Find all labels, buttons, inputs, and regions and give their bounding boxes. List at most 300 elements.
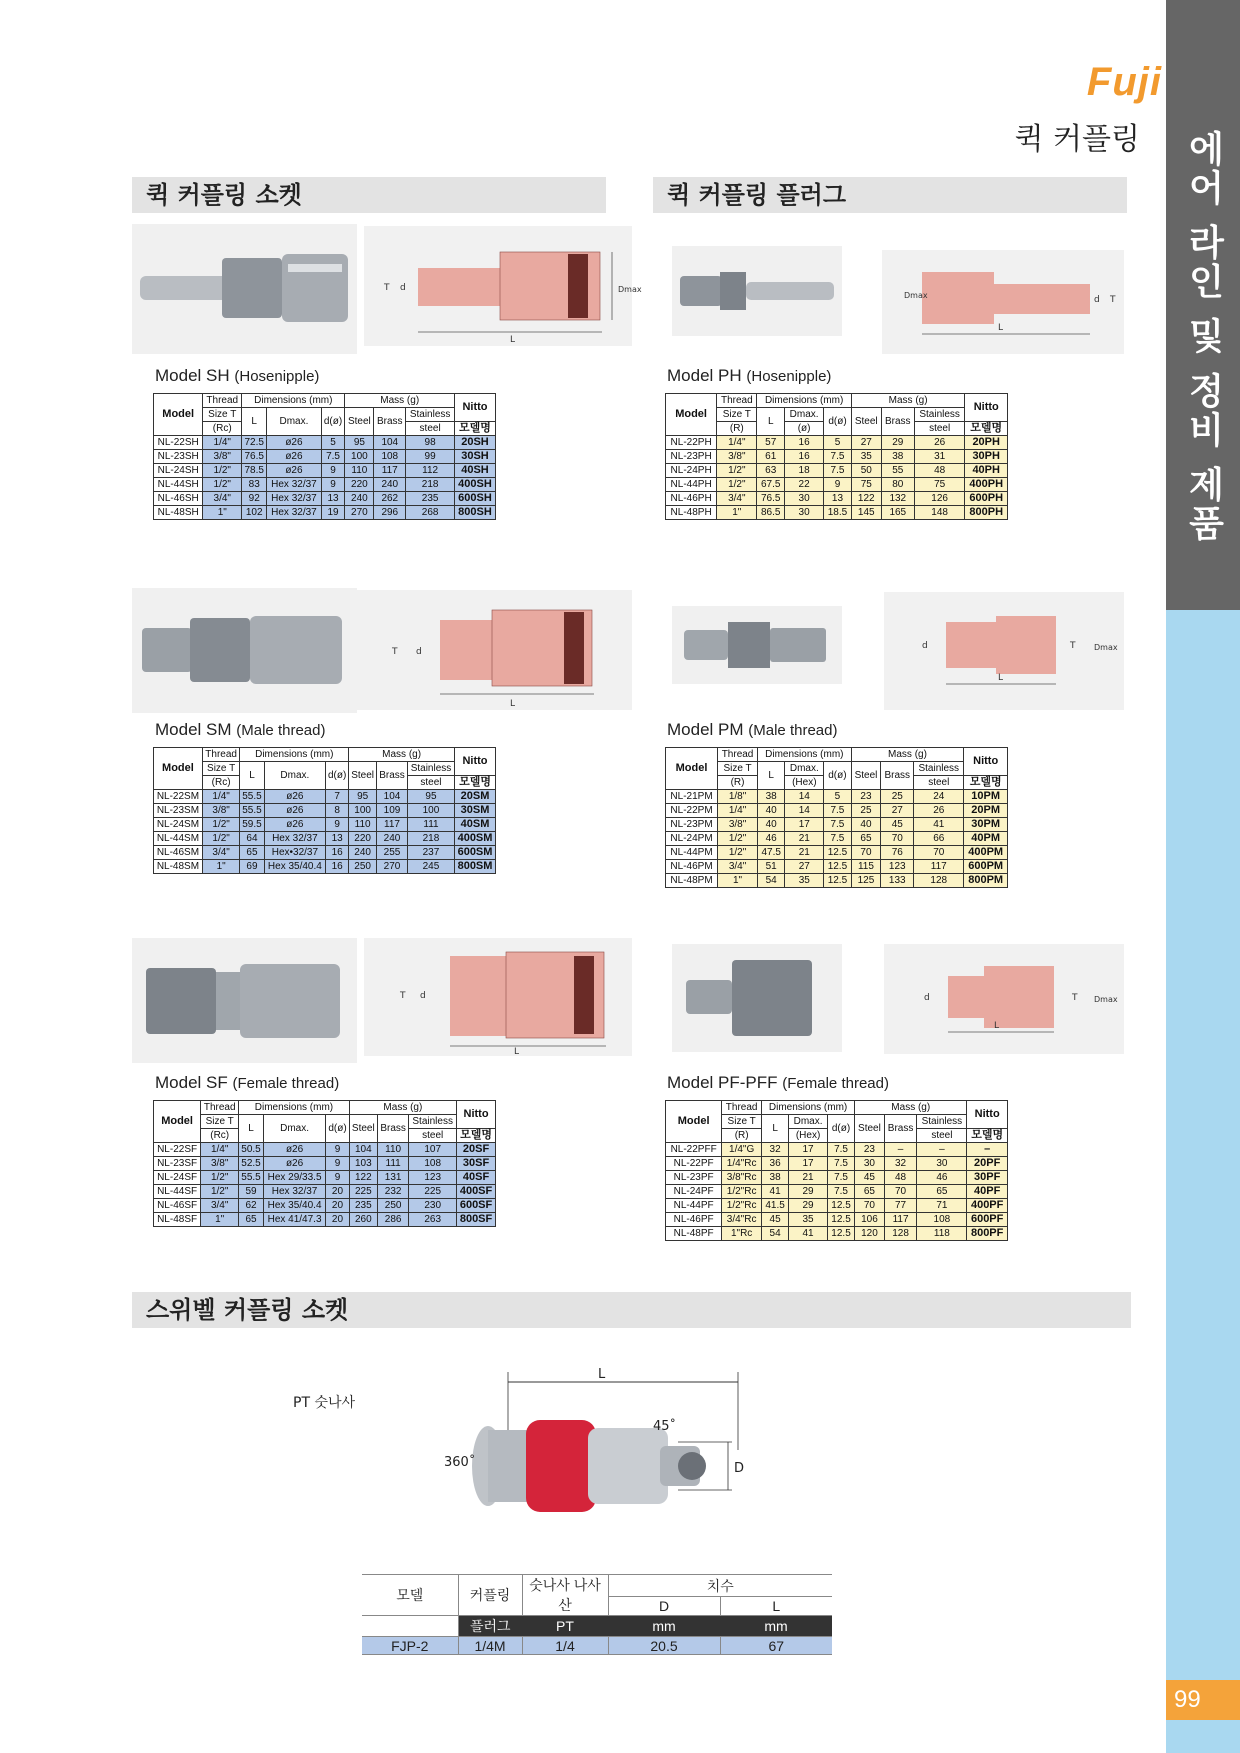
- swivel-angle: 45˚: [653, 1419, 677, 1434]
- table-row: [666, 790, 1008, 804]
- page-number: 99: [1166, 1680, 1240, 1720]
- nitto-model-cell: 600PM: [964, 860, 1008, 874]
- nitto-model-cell: –: [967, 1143, 1008, 1157]
- spec-cell: 235: [406, 492, 455, 506]
- drawing-label-dmax: Dmax: [618, 285, 642, 294]
- spec-cell: 54: [758, 874, 785, 888]
- spec-cell: 59.5: [240, 818, 264, 832]
- spec-cell: 7.5: [824, 832, 851, 846]
- svg-text:T: T: [1110, 295, 1116, 305]
- spec-cell: 70: [914, 846, 964, 860]
- product-photo-sm: [132, 588, 357, 713]
- table-row: [154, 804, 496, 818]
- nitto-model-cell: 400SF: [457, 1185, 496, 1199]
- spec-cell: 17: [789, 1143, 828, 1157]
- spec-cell: 45: [855, 1171, 885, 1185]
- spec-cell: 54: [762, 1227, 789, 1241]
- spec-cell: ø26: [264, 804, 326, 818]
- caption-pm: Model PM (Male thread): [667, 720, 838, 739]
- spec-cell: 12.5: [827, 1227, 854, 1241]
- table-row: [154, 1185, 496, 1199]
- nitto-model-cell: 400SH: [454, 478, 495, 492]
- svg-text:d: d: [924, 993, 930, 1003]
- model-cell: NL-48SH: [154, 506, 203, 520]
- spec-cell: 20: [326, 1213, 349, 1227]
- spec-cell: 123: [409, 1171, 457, 1185]
- spec-cell: ø26: [267, 464, 321, 478]
- page-title: 퀵 커플링: [1014, 122, 1140, 157]
- spec-cell: 110: [377, 1143, 408, 1157]
- model-cell: NL-48PM: [666, 874, 718, 888]
- spec-cell: 9: [321, 478, 345, 492]
- spec-cell: 75: [851, 478, 881, 492]
- spec-cell: 55: [881, 464, 914, 478]
- spec-cell: 218: [407, 832, 454, 846]
- spec-cell: 115: [851, 860, 881, 874]
- spec-cell: 8: [326, 804, 349, 818]
- spec-cell: 16: [326, 860, 349, 874]
- svg-text:Dmax: Dmax: [1094, 643, 1118, 652]
- model-cell: NL-23PH: [666, 450, 717, 464]
- spec-cell: 268: [406, 506, 455, 520]
- model-cell: NL-23SF: [154, 1157, 201, 1171]
- spec-cell: 3/8": [201, 1157, 239, 1171]
- spec-cell: 13: [824, 492, 852, 506]
- spec-cell: 122: [349, 1171, 377, 1185]
- spec-cell: Hex 41/47.3: [263, 1213, 325, 1227]
- spec-cell: 71: [917, 1199, 967, 1213]
- spec-cell: 1/8": [718, 790, 758, 804]
- product-photo-pm: [672, 606, 842, 684]
- table-row: [666, 450, 1008, 464]
- spec-cell: Hex 29/33.5: [263, 1171, 325, 1185]
- spec-cell: 1/2": [201, 1185, 239, 1199]
- spec-cell: 122: [851, 492, 881, 506]
- spec-cell: 225: [409, 1185, 457, 1199]
- spec-cell: 3/8": [717, 450, 757, 464]
- table-row: [666, 874, 1008, 888]
- drawing-pf: [884, 944, 1124, 1054]
- spec-cell: 108: [917, 1213, 967, 1227]
- table-row: [154, 464, 496, 478]
- nitto-model-cell: 30PM: [964, 818, 1008, 832]
- spec-cell: 13: [321, 492, 345, 506]
- spec-cell: 51: [758, 860, 785, 874]
- spec-cell: 9: [326, 818, 349, 832]
- spec-cell: 95: [345, 436, 374, 450]
- spec-cell: 70: [881, 832, 914, 846]
- spec-cell: 286: [377, 1213, 408, 1227]
- caption-pf: Model PF-PFF (Female thread): [667, 1073, 889, 1092]
- spec-cell: 250: [349, 860, 377, 874]
- spec-cell: 5: [824, 790, 851, 804]
- spec-cell: 5: [321, 436, 345, 450]
- spec-cell: 7.5: [827, 1143, 854, 1157]
- spec-cell: 62: [239, 1199, 264, 1213]
- spec-cell: 45: [881, 818, 914, 832]
- table-row: [154, 1213, 496, 1227]
- spec-cell: 65: [239, 1213, 264, 1227]
- spec-cell: 23: [855, 1143, 885, 1157]
- nitto-model-cell: 40PH: [965, 464, 1008, 478]
- nitto-model-cell: 800PH: [965, 506, 1008, 520]
- nitto-model-cell: 30PF: [967, 1171, 1008, 1185]
- model-cell: NL-22PF: [666, 1157, 722, 1171]
- spec-cell: 1/4"Rc: [722, 1157, 762, 1171]
- spec-cell: 38: [881, 450, 914, 464]
- table-row: [154, 790, 496, 804]
- model-cell: NL-44SF: [154, 1185, 201, 1199]
- nitto-model-cell: 400PH: [965, 478, 1008, 492]
- spec-cell: 117: [377, 818, 408, 832]
- nitto-model-cell: 30SM: [455, 804, 496, 818]
- spec-cell: 14: [785, 804, 824, 818]
- swivel-row-model: FJP-2: [362, 1637, 458, 1655]
- svg-text:d: d: [1094, 295, 1100, 305]
- spec-cell: 24: [914, 790, 964, 804]
- spec-table-sf: Model Thread Dimensions (mm) Mass (g) Nitto Size T L Dmax. d(ø) Steel Brass Stainless (Rc) steel 모델명 NL-22SF 1/4" 50.5 ø26 9 104 110 107 20SF NL-23SF 3/8" 52.5 ø26 9 103 111 108 30SF NL-24SF 1/2" 55.5 Hex 29/33.5 9 122 131 123 40SF NL-44SF 1/2" 59 Hex 32/37 20 225 232 225 400SF NL-46SF 3/4" 62 Hex 35/40.4 20 235 250 230 600SF NL-48SF 1" 65 Hex 41/47.3 20 260 286 263 800SF: [153, 1100, 496, 1227]
- product-photo-sf: [132, 938, 357, 1063]
- spec-cell: 32: [762, 1143, 789, 1157]
- nitto-model-cell: 20PM: [964, 804, 1008, 818]
- model-cell: NL-24PH: [666, 464, 717, 478]
- spec-cell: 128: [914, 874, 964, 888]
- model-cell: NL-22SF: [154, 1143, 201, 1157]
- spec-cell: 100: [349, 804, 377, 818]
- nitto-model-cell: 800SM: [455, 860, 496, 874]
- svg-text:L: L: [510, 699, 516, 709]
- svg-text:Dmax: Dmax: [1094, 995, 1118, 1004]
- table-row: [154, 436, 496, 450]
- nitto-model-cell: 40PF: [967, 1185, 1008, 1199]
- nitto-model-cell: 20SF: [457, 1143, 496, 1157]
- swivel-dim-L: L: [598, 1367, 606, 1382]
- spec-cell: 1": [718, 874, 758, 888]
- spec-cell: 95: [407, 790, 454, 804]
- spec-cell: 69: [240, 860, 264, 874]
- spec-cell: 72.5: [242, 436, 267, 450]
- table-row: [666, 804, 1008, 818]
- spec-cell: 76: [881, 846, 914, 860]
- spec-cell: 1/4": [203, 436, 242, 450]
- spec-cell: 103: [349, 1157, 377, 1171]
- spec-cell: 106: [855, 1213, 885, 1227]
- spec-cell: ø26: [264, 818, 326, 832]
- model-cell: NL-48SF: [154, 1213, 201, 1227]
- spec-cell: 108: [374, 450, 406, 464]
- swivel-row-L: 67: [720, 1637, 832, 1655]
- spec-cell: 3/4": [203, 492, 242, 506]
- spec-cell: 17: [785, 818, 824, 832]
- spec-cell: 12.5: [827, 1213, 854, 1227]
- spec-cell: 41: [789, 1227, 828, 1241]
- spec-cell: 220: [349, 832, 377, 846]
- spec-cell: 99: [406, 450, 455, 464]
- spec-cell: 86.5: [757, 506, 785, 520]
- spec-cell: 230: [409, 1199, 457, 1213]
- spec-cell: 3/4": [718, 860, 758, 874]
- spec-cell: 1/2": [718, 846, 758, 860]
- spec-cell: 117: [914, 860, 964, 874]
- side-band-blue: [1166, 610, 1240, 1680]
- spec-cell: 48: [884, 1171, 917, 1185]
- spec-cell: 1/2": [717, 464, 757, 478]
- svg-text:L: L: [998, 323, 1004, 333]
- spec-cell: 45: [762, 1213, 789, 1227]
- spec-cell: 40: [758, 818, 785, 832]
- table-row: [666, 464, 1008, 478]
- spec-cell: 1/2"Rc: [722, 1185, 762, 1199]
- table-row: [666, 1143, 1008, 1157]
- spec-cell: 19: [321, 506, 345, 520]
- svg-text:Dmax: Dmax: [904, 291, 928, 300]
- spec-cell: 262: [374, 492, 406, 506]
- spec-cell: 1/4": [717, 436, 757, 450]
- svg-text:T: T: [392, 647, 398, 657]
- nitto-model-cell: 40PM: [964, 832, 1008, 846]
- spec-cell: 30: [785, 492, 824, 506]
- model-cell: NL-44PM: [666, 846, 718, 860]
- spec-cell: 21: [785, 832, 824, 846]
- spec-cell: 1/4": [202, 790, 239, 804]
- nitto-model-cell: 30SH: [454, 450, 495, 464]
- table-row: [666, 1171, 1008, 1185]
- spec-cell: 65: [851, 832, 881, 846]
- spec-cell: 117: [374, 464, 406, 478]
- spec-cell: ø26: [263, 1157, 325, 1171]
- model-cell: NL-23PF: [666, 1171, 722, 1185]
- spec-table-sh: Model Thread Dimensions (mm) Mass (g) Nitto Size T L Dmax. d(ø) Steel Brass Stainless (Rc) steel 모델명 NL-22SH 1/4" 72.5 ø26 5 95 104 98 20SH NL-23SH 3/8" 76.5 ø26 7.5 100 108 99 30SH NL-24SH 1/2" 78.5 ø26 9 110 117 112 40SH NL-44SH 1/2" 83 Hex 32/37 9 220 240 218 400SH NL-46SH 3/4" 92 Hex 32/37 13 240 262 235 600SH NL-48SH 1" 102 Hex 32/37 19 270 296 268 800SH: [153, 393, 496, 520]
- spec-cell: 111: [377, 1157, 408, 1171]
- spec-cell: 110: [349, 818, 377, 832]
- spec-table-pf: Model Thread Dimensions (mm) Mass (g) Nitto Size T L Dmax. d(ø) Steel Brass Stainless (R) (Hex) steel 모델명 NL-22PFF 1/4"G 32 17 7.5 23 – – – NL-22PF 1/4"Rc 36 17 7.5 30 32 30 20PF NL-23PF 3/8"Rc 38 21 7.5 45 48 46 30PF NL-24PF 1/2"Rc 41 29 7.5 65 70 65 40PF NL-44PF 1/2"Rc 41.5 29 12.5 70 77 71 400PF NL-46PF 3/4"Rc 45 35 12.5 106 117 108 600PF NL-48PF 1"Rc 54 41 12.5 120 128 118 800PF: [665, 1100, 1008, 1241]
- spec-cell: 3/4"Rc: [722, 1213, 762, 1227]
- spec-cell: 1": [717, 506, 757, 520]
- table-row: [154, 492, 496, 506]
- nitto-model-cell: 40SF: [457, 1171, 496, 1185]
- spec-cell: 104: [377, 790, 408, 804]
- table-row: [154, 1199, 496, 1213]
- spec-cell: 240: [377, 832, 408, 846]
- spec-cell: 104: [349, 1143, 377, 1157]
- svg-text:T: T: [1070, 641, 1076, 651]
- spec-cell: 41.5: [762, 1199, 789, 1213]
- spec-cell: 1": [203, 506, 242, 520]
- spec-cell: 165: [881, 506, 914, 520]
- nitto-model-cell: 40SM: [455, 818, 496, 832]
- spec-cell: 240: [349, 846, 377, 860]
- spec-cell: 27: [881, 804, 914, 818]
- product-photo-sh: [132, 224, 357, 354]
- spec-cell: 7.5: [824, 450, 852, 464]
- spec-cell: 7.5: [824, 464, 852, 478]
- spec-cell: 148: [914, 506, 965, 520]
- spec-cell: 1"Rc: [722, 1227, 762, 1241]
- spec-cell: 237: [407, 846, 454, 860]
- spec-cell: 40: [851, 818, 881, 832]
- table-row: [154, 846, 496, 860]
- spec-cell: 57: [757, 436, 785, 450]
- spec-cell: 225: [349, 1185, 377, 1199]
- table-row: [666, 1199, 1008, 1213]
- model-cell: NL-44PH: [666, 478, 717, 492]
- spec-cell: 235: [349, 1199, 377, 1213]
- spec-cell: 22: [785, 478, 824, 492]
- model-cell: NL-23PM: [666, 818, 718, 832]
- nitto-model-cell: 20SM: [455, 790, 496, 804]
- spec-cell: 7.5: [827, 1185, 854, 1199]
- spec-cell: 245: [407, 860, 454, 874]
- spec-cell: 3/4": [201, 1199, 239, 1213]
- drawing-label-d: d: [400, 283, 406, 293]
- nitto-model-cell: 600PF: [967, 1213, 1008, 1227]
- spec-cell: 145: [851, 506, 881, 520]
- model-cell: NL-44SM: [154, 832, 203, 846]
- model-cell: NL-24SH: [154, 464, 203, 478]
- nitto-model-cell: 400SM: [455, 832, 496, 846]
- spec-cell: 270: [345, 506, 374, 520]
- nitto-model-cell: 30SF: [457, 1157, 496, 1171]
- spec-cell: Hex 35/40.4: [264, 860, 326, 874]
- spec-cell: 36: [762, 1157, 789, 1171]
- spec-cell: Hex 32/37: [267, 478, 321, 492]
- spec-cell: 13: [326, 832, 349, 846]
- spec-cell: 25: [881, 790, 914, 804]
- spec-cell: Hex 35/40.4: [263, 1199, 325, 1213]
- spec-cell: 126: [914, 492, 965, 506]
- spec-cell: 12.5: [824, 846, 851, 860]
- spec-cell: 30: [785, 506, 824, 520]
- spec-cell: 70: [851, 846, 881, 860]
- spec-cell: 20: [326, 1199, 349, 1213]
- spec-cell: 29: [881, 436, 914, 450]
- spec-cell: 16: [785, 450, 824, 464]
- spec-cell: 41: [914, 818, 964, 832]
- spec-cell: 98: [406, 436, 455, 450]
- table-row: [666, 492, 1008, 506]
- table-row: [666, 436, 1008, 450]
- nitto-model-cell: 800PM: [964, 874, 1008, 888]
- table-row: [666, 860, 1008, 874]
- spec-cell: 131: [377, 1171, 408, 1185]
- table-row: [154, 1171, 496, 1185]
- spec-cell: –: [917, 1143, 967, 1157]
- model-cell: NL-46PH: [666, 492, 717, 506]
- spec-cell: –: [884, 1143, 917, 1157]
- nitto-model-cell: 30PH: [965, 450, 1008, 464]
- spec-cell: 110: [345, 464, 374, 478]
- svg-text:L: L: [514, 1047, 520, 1057]
- spec-cell: 117: [884, 1213, 917, 1227]
- spec-cell: 77: [884, 1199, 917, 1213]
- table-row: [666, 506, 1008, 520]
- spec-cell: 296: [374, 506, 406, 520]
- spec-cell: 1": [201, 1213, 239, 1227]
- drawing-label-L: L: [510, 335, 516, 345]
- spec-cell: Hex•32/37: [264, 846, 326, 860]
- spec-cell: ø26: [267, 436, 321, 450]
- spec-cell: 61: [757, 450, 785, 464]
- nitto-model-cell: 400PF: [967, 1199, 1008, 1213]
- spec-cell: 35: [789, 1213, 828, 1227]
- table-row: [154, 478, 496, 492]
- product-photo-ph: [672, 246, 842, 336]
- spec-cell: 7.5: [824, 804, 851, 818]
- table-row: [666, 846, 1008, 860]
- spec-cell: 107: [409, 1143, 457, 1157]
- spec-cell: 1/4": [718, 804, 758, 818]
- spec-cell: Hex 32/37: [267, 506, 321, 520]
- spec-cell: 55.5: [239, 1171, 264, 1185]
- drawing-label-T: T: [384, 283, 390, 293]
- model-cell: NL-23SM: [154, 804, 203, 818]
- spec-cell: 29: [789, 1185, 828, 1199]
- spec-cell: 23: [851, 790, 881, 804]
- spec-cell: 9: [824, 478, 852, 492]
- spec-cell: 35: [851, 450, 881, 464]
- side-category-title: 에어 라인 및 정비 제품: [1183, 130, 1224, 544]
- spec-cell: 1/2": [201, 1171, 239, 1185]
- spec-cell: 1/2": [202, 818, 239, 832]
- spec-table-pm: Model Thread Dimensions (mm) Mass (g) Nitto Size T L Dmax. d(ø) Steel Brass Stainless (R) (Hex) steel 모델명 NL-21PM 1/8" 38 14 5 23 25 24 10PM NL-22PM 1/4" 40 14 7.5 25 27 26 20PM NL-23PM 3/8" 40 17 7.5 40 45 41 30PM NL-24PM 1/2" 46 21 7.5 65 70 66 40PM NL-44PM 1/2" 47.5 21 12.5 70 76 70 400PM NL-46PM 3/4" 51 27 12.5 115 123 117 600PM NL-48PM 1" 54 35 12.5 125 133 128 800PM: [665, 747, 1008, 888]
- nitto-model-cell: 10PM: [964, 790, 1008, 804]
- spec-cell: 1/2": [717, 478, 757, 492]
- spec-cell: 27: [851, 436, 881, 450]
- swivel-spec-table: 모델 커플링 숫나사 나사산 치수 D L 플러그 PT mm mm FJP-2 1/4M 1/4 20.5 67: [362, 1574, 832, 1655]
- spec-cell: 9: [326, 1157, 349, 1171]
- section-swivel-title: 스위벨 커플링 소켓: [132, 1292, 1131, 1328]
- spec-cell: 26: [914, 436, 965, 450]
- side-band-tail: [1166, 1720, 1240, 1753]
- spec-cell: 12.5: [824, 860, 851, 874]
- model-cell: NL-44PF: [666, 1199, 722, 1213]
- spec-cell: 55.5: [240, 790, 264, 804]
- spec-cell: ø26: [263, 1143, 325, 1157]
- table-row: [666, 1213, 1008, 1227]
- spec-cell: 3/8": [202, 804, 239, 818]
- spec-cell: 25: [851, 804, 881, 818]
- spec-cell: 102: [242, 506, 267, 520]
- spec-cell: 3/8": [718, 818, 758, 832]
- spec-cell: 232: [377, 1185, 408, 1199]
- swivel-row-D: 20.5: [608, 1637, 720, 1655]
- spec-cell: 63: [757, 464, 785, 478]
- drawing-sh: [364, 226, 642, 346]
- spec-cell: 1/2": [202, 832, 239, 846]
- model-cell: NL-24PM: [666, 832, 718, 846]
- spec-cell: 270: [377, 860, 408, 874]
- model-cell: NL-44SH: [154, 478, 203, 492]
- spec-cell: ø26: [264, 790, 326, 804]
- spec-cell: 55.5: [240, 804, 264, 818]
- spec-cell: 18.5: [824, 506, 852, 520]
- spec-cell: 7: [326, 790, 349, 804]
- nitto-model-cell: 20SH: [454, 436, 495, 450]
- spec-cell: 263: [409, 1213, 457, 1227]
- table-row: [666, 1185, 1008, 1199]
- spec-cell: 66: [914, 832, 964, 846]
- spec-cell: 3/4": [717, 492, 757, 506]
- spec-cell: 75: [914, 478, 965, 492]
- product-photo-pf: [672, 944, 842, 1052]
- table-row: [666, 1227, 1008, 1241]
- svg-text:T: T: [400, 991, 406, 1001]
- nitto-model-cell: 600SF: [457, 1199, 496, 1213]
- caption-sh: Model SH (Hosenipple): [155, 366, 320, 385]
- thread-note: PT 숫나사: [293, 1395, 356, 1411]
- spec-cell: 92: [242, 492, 267, 506]
- spec-cell: 255: [377, 846, 408, 860]
